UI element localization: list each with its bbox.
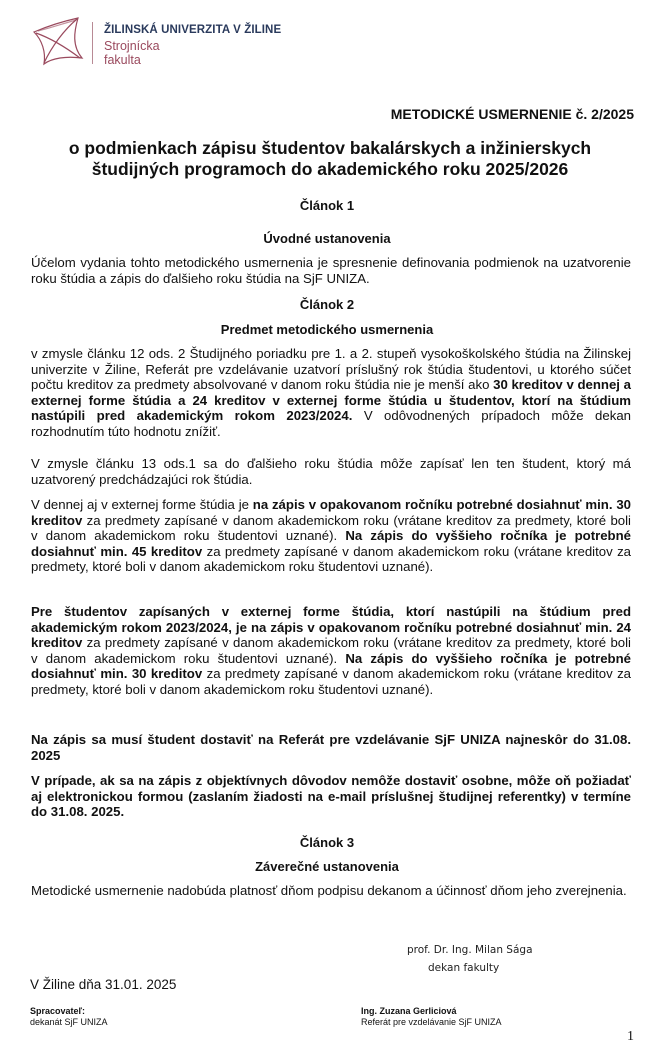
text-run: za predmety zapísané v danom akademickom roku (vrátane kreditov za predmety, ktoré boli v danom akademickom roku študentovi uznané). (31, 512, 631, 544)
processor-value: dekanát SjF UNIZA (30, 1017, 108, 1027)
faculty-name-line2: fakulta (104, 53, 141, 67)
bold-text-run: 30 kreditov v dennej a externej forme štúdia a 24 kreditov v externej forme štúdia u študentov, ktorí na štúdium nastúpili pred akademickým rokom 2023/2024. (31, 377, 631, 424)
bold-text-run: Na zápis do vyššieho ročníka je potrebné dosiahnuť min. 30 kreditov (31, 650, 632, 682)
page-number: 1 (627, 1029, 634, 1044)
text-run: v zmysle článku 12 ods. 2 Študijného poriadku pre 1. a 2. stupeň vysokoškolského štúdia na Žilinskej univerzite v Žiline, Referát pre vzdelávanie uzatvorí príslušný rok štúdia študentovi, u ktorého súčet počtu kreditov za predmety absolvované v danom roku štúdia nie je menší ako (31, 346, 631, 393)
article-2-paragraph-1 (31, 346, 631, 440)
article-2-subheading: Predmet metodického usmernenia (220, 322, 434, 337)
place-and-date: V Žiline dňa 31.01. 2025 (30, 977, 177, 992)
article-1-subheading: Úvodné ustanovenia (263, 231, 391, 246)
bold-text-run: Na zápis do vyššieho ročníka je potrebné dosiahnuť min. 45 kreditov (31, 528, 632, 559)
document-title (20, 138, 640, 180)
title-line-2: študijných programoch do akademického roku 2025/2026 (91, 159, 569, 179)
contact-name: Ing. Zuzana Gerliciová (361, 1006, 457, 1016)
logo-divider (92, 22, 93, 64)
text-run: za predmety zapísané v danom akademickom roku (vrátane kreditov za predmety, ktoré boli v danom akademickom roku študentovi uznané). (31, 543, 632, 575)
article-3-subheading: Záverečné ustanovenia (255, 859, 399, 874)
contact-role: Referát pre vzdelávanie SjF UNIZA (361, 1017, 502, 1027)
article-2-paragraph-6: V prípade, ak sa na zápis z objektívnych dôvodov nemôže dostaviť osobne, môže oň požiadať aj elektronickou formou (zaslaním žiadosti na e-mail príslušnej študijnej referentky) v termíne do 31.08. 2025. (31, 773, 631, 820)
signatory-role: dekan fakulty (428, 962, 500, 974)
text-run: V odôvodnených prípadoch môže dekan rozhodnutím túto hodnotu znížiť. (31, 408, 631, 439)
text-run: za predmety zapísané v danom akademickom roku (vrátane kreditov za predmety, ktoré boli v danom akademickom roku študentovi uznané). (31, 666, 632, 697)
university-logo (30, 16, 330, 66)
university-name: ŽILINSKÁ UNIVERZITA V ŽILINE (104, 24, 282, 36)
article-2-paragraph-5: Na zápis sa musí študent dostaviť na Referát pre vzdelávanie SjF UNIZA najneskôr do 31.08. 2025 (31, 732, 631, 763)
text-run: V dennej aj v externej forme štúdia je (31, 497, 253, 512)
text-run: za predmety zapísané v danom akademickom roku (vrátane kreditov za predmety, ktoré boli v danom akademickom roku študentovi uznané). (31, 635, 631, 666)
article-2-heading: Článok 2 (299, 297, 355, 312)
article-2-paragraph-4 (31, 604, 631, 698)
contact-block (361, 1006, 502, 1028)
university-emblem-icon (30, 16, 86, 66)
bold-text-run: na zápis v opakovanom ročníku potrebné dosiahnuť min. 30 kreditov (31, 497, 631, 528)
faculty-name-line1: Strojnícka (104, 39, 160, 53)
article-3-paragraph: Metodické usmernenie nadobúda platnosť dňom podpisu dekanom a účinnosť dňom jeho zverejnenia. (31, 883, 627, 898)
article-2-paragraph-2: V zmysle článku 13 ods.1 sa do ďalšieho roku štúdia môže zapísať len ten študent, ktorý má uzatvorený predchádzajúci rok štúdia. (31, 456, 631, 487)
bold-text-run: Pre študentov zapísaných v externej forme štúdia, ktorí nastúpili na štúdium pred akademickým rokom 2023/2024, je na zápis v opakovanom ročníku potrebné dosiahnuť min. 24 kreditov (31, 604, 631, 651)
signatory-name: prof. Dr. Ing. Milan Sága (407, 944, 533, 956)
title-line-1: o podmienkach zápisu študentov bakalárskych a inžinierskych (68, 138, 592, 158)
document-number: METODICKÉ USMERNENIE č. 2/2025 (390, 106, 634, 122)
article-1-paragraph: Účelom vydania tohto metodického usmernenia je spresnenie definovania podmienok na uzatvorenie roku štúdia a zápis do ďalšieho roku štúdia na SjF UNIZA. (31, 255, 631, 286)
article-2-paragraph-3 (31, 497, 631, 575)
processor-label: Spracovateľ: (30, 1006, 85, 1016)
article-1-heading: Článok 1 (299, 198, 355, 213)
article-3-heading: Článok 3 (299, 835, 355, 850)
processor-block (30, 1006, 108, 1028)
